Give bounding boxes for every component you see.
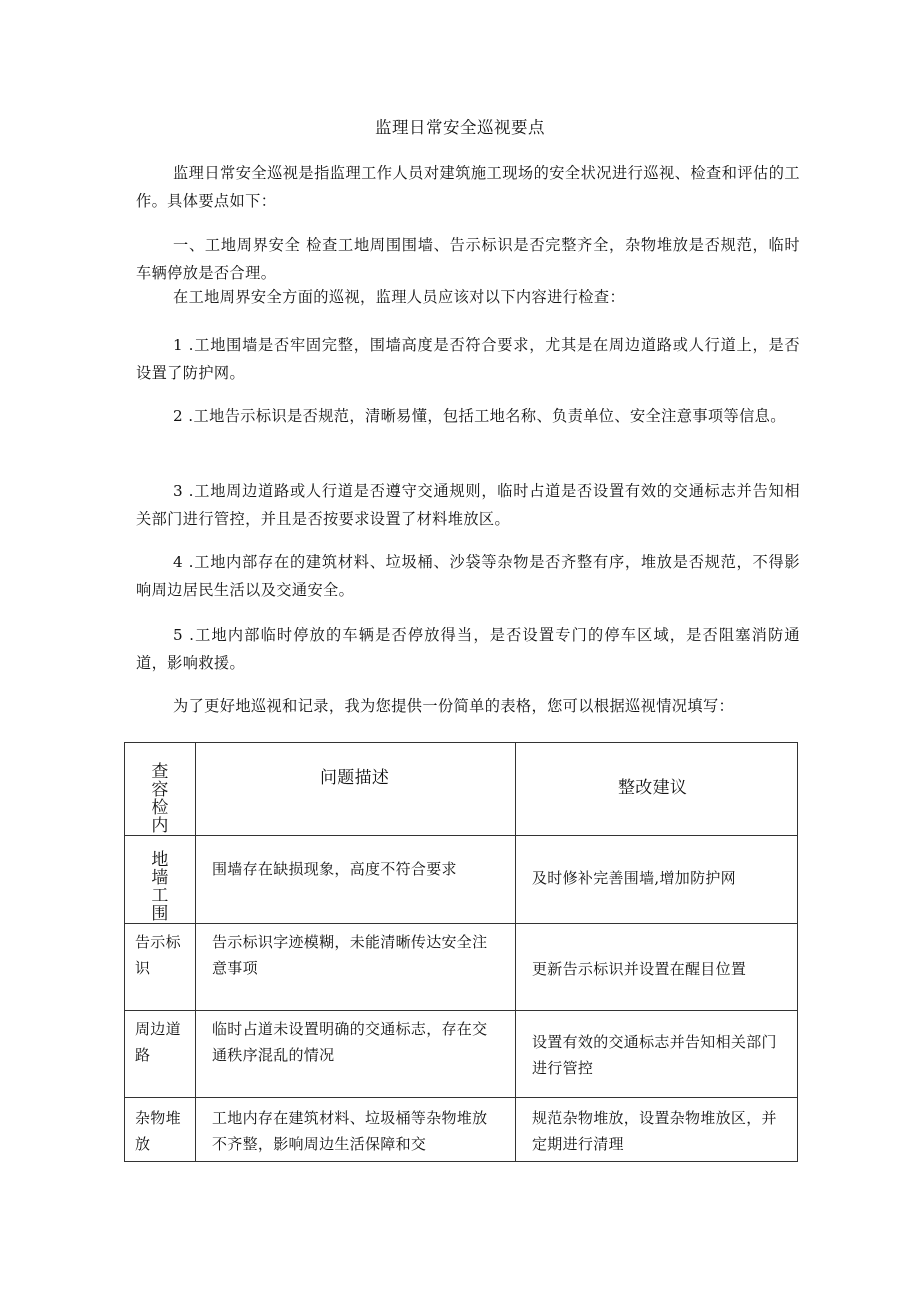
table-row (125, 836, 798, 924)
row-problem-cell (196, 836, 516, 924)
header-category-cell (125, 743, 196, 836)
row-category-cell (125, 924, 196, 1011)
section-1-lead-paragraph: 在工地周界安全方面的巡视，监理人员应该对以下内容进行检查： (173, 288, 626, 306)
row-suggestion-text: 及时修补完善围墙,增加防护网 (532, 869, 736, 887)
table-intro-paragraph: 为了更好地巡视和记录，我为您提供一份简单的表格，您可以根据巡视情况填写： (173, 697, 735, 715)
item-2-paragraph: 2 .工地告示标识是否规范，清晰易懂，包括工地名称、负责单位、安全注意事项等信息。 (173, 407, 786, 425)
header-problem-label: 问题描述 (320, 768, 390, 788)
row-problem-cell (196, 924, 516, 1011)
row-problem-text: 临时占道未设置明确的交通标志，存在交通秩序混乱的情况 (212, 1020, 488, 1064)
row-category-label: 周边道路 (135, 1020, 181, 1064)
patrol-record-table (124, 742, 798, 1162)
row-suggestion-text: 设置有效的交通标志并告知相关部门进行管控 (532, 1033, 777, 1077)
row-problem-cell (196, 1011, 516, 1098)
row-suggestion-cell (516, 1011, 798, 1098)
row-suggestion-text: 更新告示标识并设置在醒目位置 (532, 960, 747, 978)
item-1-paragraph: 1 .工地围墙是否牢固完整，围墙高度是否符合要求，尤其是在周边道路或人行道上，是否设置了防护网。 (136, 336, 800, 382)
table-row (125, 1098, 798, 1162)
row-problem-text: 工地内存在建筑材料、垃圾桶等杂物堆放不齐整，影响周边生活保障和交 (212, 1109, 488, 1153)
table-row (125, 1011, 798, 1098)
row-category-cell (125, 1011, 196, 1098)
row-suggestion-cell (516, 836, 798, 924)
row-suggestion-cell (516, 1098, 798, 1162)
item-5-paragraph: 5 .工地内部临时停放的车辆是否停放得当，是否设置专门的停车区域，是否阻塞消防通道，影响救援。 (136, 626, 800, 672)
header-suggestion-cell (516, 743, 798, 836)
row-suggestion-cell (516, 924, 798, 1011)
table-header-row (125, 743, 798, 836)
row-category-label: 杂物堆放 (135, 1109, 181, 1153)
document-title: 监理日常安全巡视要点 (375, 118, 545, 137)
row-problem-text: 告示标识字迹模糊，未能清晰传达安全注意事项 (212, 933, 488, 977)
row-category-label: 地墙工围 (151, 850, 169, 924)
section-1-paragraph: 一、工地周界安全 检查工地周围围墙、告示标识是否完整齐全，杂物堆放是否规范，临时车辆停放是否合理。 (136, 236, 800, 282)
header-category-label: 查容检内 (151, 762, 169, 836)
row-problem-cell (196, 1098, 516, 1162)
item-4-paragraph: 4 .工地内部存在的建筑材料、垃圾桶、沙袋等杂物是否齐整有序，堆放是否规范，不得影响周边居民生活以及交通安全。 (136, 553, 800, 599)
row-category-cell (125, 1098, 196, 1162)
table-row (125, 924, 798, 1011)
item-3-paragraph: 3 .工地周边道路或人行道是否遵守交通规则，临时占道是否设置有效的交通标志并告知相关部门进行管控，并且是否按要求设置了材料堆放区。 (136, 482, 800, 528)
row-category-label: 告示标识 (135, 933, 181, 977)
header-problem-cell (196, 743, 516, 836)
row-category-cell (125, 836, 196, 924)
header-suggestion-label: 整改建议 (618, 778, 688, 798)
row-suggestion-text: 规范杂物堆放，设置杂物堆放区，并定期进行清理 (532, 1109, 777, 1153)
intro-paragraph: 监理日常安全巡视是指监理工作人员对建筑施工现场的安全状况进行巡视、检查和评估的工作。具体要点如下： (136, 164, 800, 210)
row-problem-text: 围墙存在缺损现象，高度不符合要求 (212, 860, 457, 878)
